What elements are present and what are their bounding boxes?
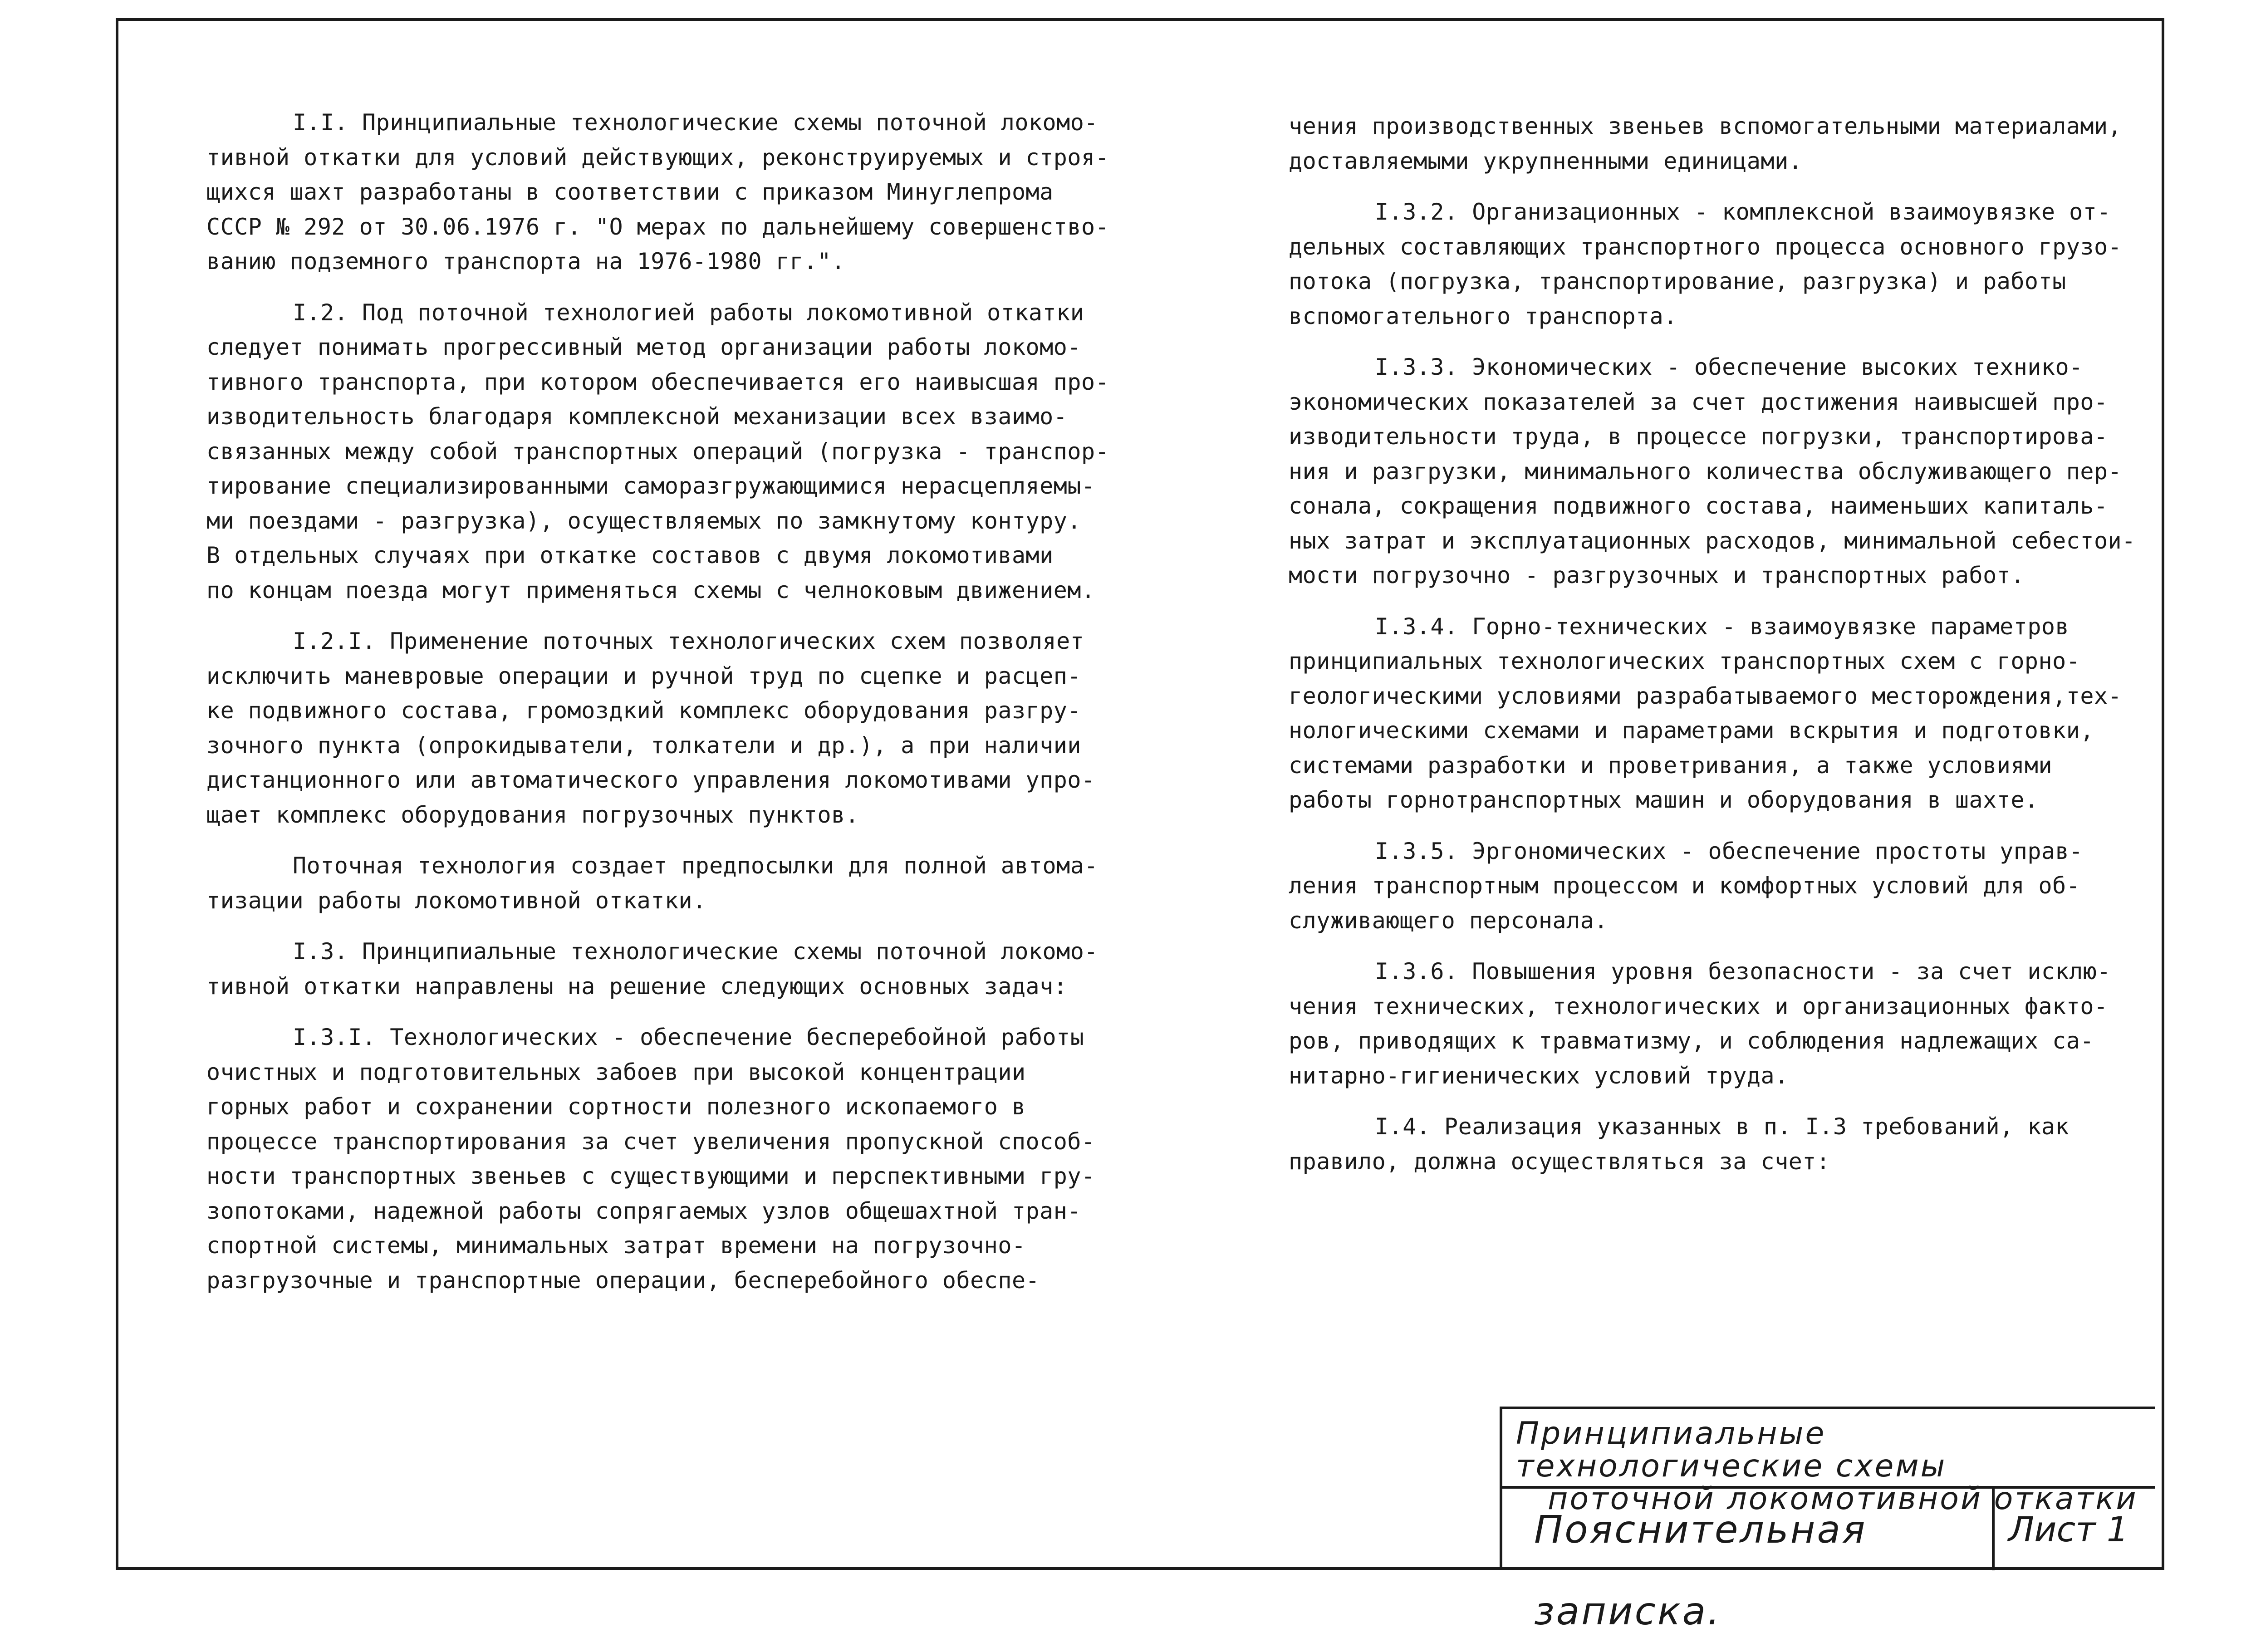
paragraph-1-4: I.4. Реализация указанных в п. I.3 требований, как правило, должна осуществляться за счет: bbox=[1289, 1113, 2070, 1175]
right-column bbox=[1289, 109, 2164, 1195]
paragraph-1-3-5: I.3.5. Эргономических - обеспечение простоты управ- ления транспортным процессом и комфортных условий для об- служивающего персонала. bbox=[1289, 838, 2083, 934]
paragraph-1-3: I.3. Принципиальные технологические схемы поточной локомо- тивной откатки направлены на решение следующих основных задач: bbox=[206, 938, 1098, 1000]
left-column bbox=[206, 105, 1123, 1314]
paragraph-1-3-1-cont: чения производственных звеньев вспомогательными материалами, доставляемыми укрупненными единицами. bbox=[1289, 113, 2122, 174]
document-type: Пояснительная записка. bbox=[1502, 1489, 1995, 1570]
paragraph-1-2: I.2. Под поточной технологией работы локомотивной откатки следует понимать прогрессивный метод организации работы локомо- тивного транспорта, при котором обеспечивается его наивысшая про- изводительность благодаря комплексной механизации всех взаимо- связанных между собой транспортных операций (погрузка - транспор- тирование специализированными саморазгружающимися нерасцепляемы- ми поездами - разгрузка), осуществляемых по замкнутому контуру. В отдельных случаях при откатке составов с двумя локомотивами по концам поезда могут применяться схемы с челноковым движением. bbox=[206, 299, 1109, 603]
paragraph-1-1: I.I. Принципиальные технологические схемы поточной локомо- тивной откатки для условий действующих, реконструируемых и строя- щихся шахт разработаны в соответствии с приказом Минуглепрома СССР № 292 от 30.06.1976 г. "О мерах по дальнейшему совершенство- ванию подземного транспорта на 1976-1980 гг.". bbox=[206, 109, 1109, 275]
sheet-number: Лист 1 bbox=[2008, 1509, 2129, 1549]
paragraph-automation: Поточная технология создает предпосылки для полной автома- тизации работы локомотивной откатки. bbox=[206, 853, 1098, 914]
title-line-1: Принципиальные технологические схемы bbox=[1516, 1416, 1947, 1484]
title-block bbox=[1500, 1407, 2155, 1633]
title-block-title bbox=[1502, 1409, 2155, 1517]
paragraph-1-3-2: I.3.2. Организационных - комплексной взаимоувязке от- дельных составляющих транспортного процесса основного грузо- потока (погрузка, транспортирование, разгрузка) и работы вспомогательного транспорта. bbox=[1289, 199, 2122, 329]
paragraph-1-3-6: I.3.6. Повышения уровня безопасности - за счет исклю- чения технических, технологических и организационных факто- ров, приводящих к травматизму, и соблюдения надлежащих са- нитарно-гигиенических условий труда. bbox=[1289, 958, 2111, 1089]
paragraph-1-2-1: I.2.I. Применение поточных технологических схем позволяет исключить маневровые операции и ручной труд по сцепке и расцеп- ке подвижного состава, громоздкий комплекс оборудования разгру- зочного пункта (опрокидыватели, толкатели и др.), а при наличии дистанционного или автоматического управления локомотивами упро- щает комплекс оборудования погрузочных пунктов. bbox=[206, 628, 1095, 828]
title-line-2: поточной локомотивной откатки bbox=[1548, 1481, 2138, 1517]
paragraph-1-3-3: I.3.3. Экономических - обеспечение высоких технико- экономических показателей за счет достижения наивысшей про- изводительности труда, в процессе погрузки, транспортирова- ния и разгрузки, минимального количества обслуживающего пер- сонала, сокращения подвижного состава, наименьших капиталь- ных затрат и эксплуатационных расходов, минимальной себестои- мости погрузочно - разгрузочных и транспортных работ. bbox=[1289, 354, 2136, 588]
paragraph-1-3-1: I.3.I. Технологических - обеспечение бесперебойной работы очистных и подготовительных забоев при высокой концентрации горных работ и сохранении сортности полезного ископаемого в процессе транспортирования за счет увеличения пропускной способ- ности транспортных звеньев с существующими и перспективными гру- зопотоками, надежной работы сопрягаемых узлов общешахтной тран- спортной системы, минимальных затрат времени на погрузочно- разгрузочные и транспортные операции, бесперебойного обеспе- bbox=[206, 1024, 1095, 1294]
paragraph-1-3-4: I.3.4. Горно-технических - взаимоувязке параметров принципиальных технологических транспортных схем с горно- геологическими условиями разрабатываемого месторождения,тех- нологическими схемами и параметрами вскрытия и подготовки, системами разработки и проветривания, а также условиями работы горнотранспортных машин и оборудования в шахте. bbox=[1289, 613, 2122, 813]
